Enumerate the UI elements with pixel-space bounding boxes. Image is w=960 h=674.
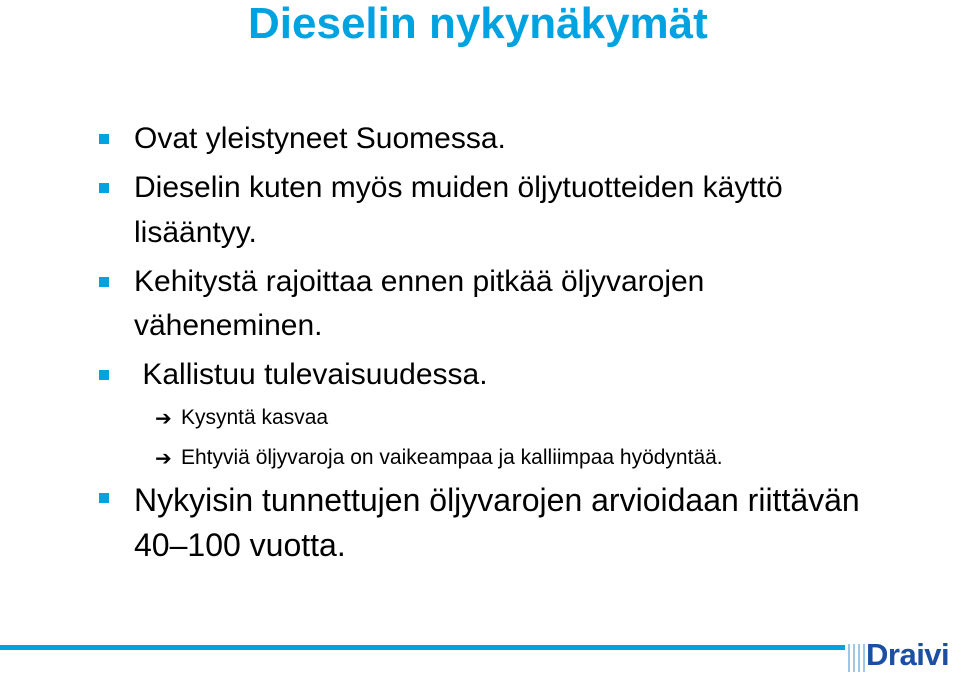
bullet-2-line-2: lisääntyy. bbox=[134, 216, 257, 249]
draivi-logo bbox=[846, 636, 960, 674]
logo-stripes-icon bbox=[848, 644, 868, 672]
arrow-right-icon: ➔ bbox=[155, 406, 172, 430]
bullet-square-icon bbox=[99, 493, 109, 503]
bullet-square-icon bbox=[99, 183, 109, 193]
arrow-right-icon: ➔ bbox=[155, 446, 172, 470]
bullet-2-line-1: Dieselin kuten myös muiden öljytuotteiden käyttö bbox=[134, 171, 783, 204]
bullet-3-line-1: Kehitystä rajoittaa ennen pitkää öljyvarojen bbox=[134, 265, 705, 298]
sub-item-1: Kysyntä kasvaa bbox=[181, 406, 329, 429]
logo-text: Draivi bbox=[866, 637, 950, 672]
bullet-4-line-1: Kallistuu tulevaisuudessa. bbox=[134, 358, 488, 391]
bullet-3-line-2: väheneminen. bbox=[134, 309, 323, 342]
bullet-5-line-1: Nykyisin tunnettujen öljyvarojen arvioidaan riittävän bbox=[134, 482, 860, 518]
bullet-square-icon bbox=[99, 277, 109, 287]
slide-title: Dieselin nykynäkymät bbox=[248, 0, 708, 48]
sub-item-2: Ehtyviä öljyvaroja on vaikeampaa ja kalliimpaa hyödyntää. bbox=[181, 446, 723, 469]
bullet-1-line-1: Ovat yleistyneet Suomessa. bbox=[134, 122, 506, 155]
bullet-square-icon bbox=[99, 370, 109, 380]
bullet-square-icon bbox=[99, 134, 109, 144]
bullet-5-line-2: 40–100 vuotta. bbox=[134, 527, 346, 563]
footer-divider bbox=[0, 645, 845, 650]
